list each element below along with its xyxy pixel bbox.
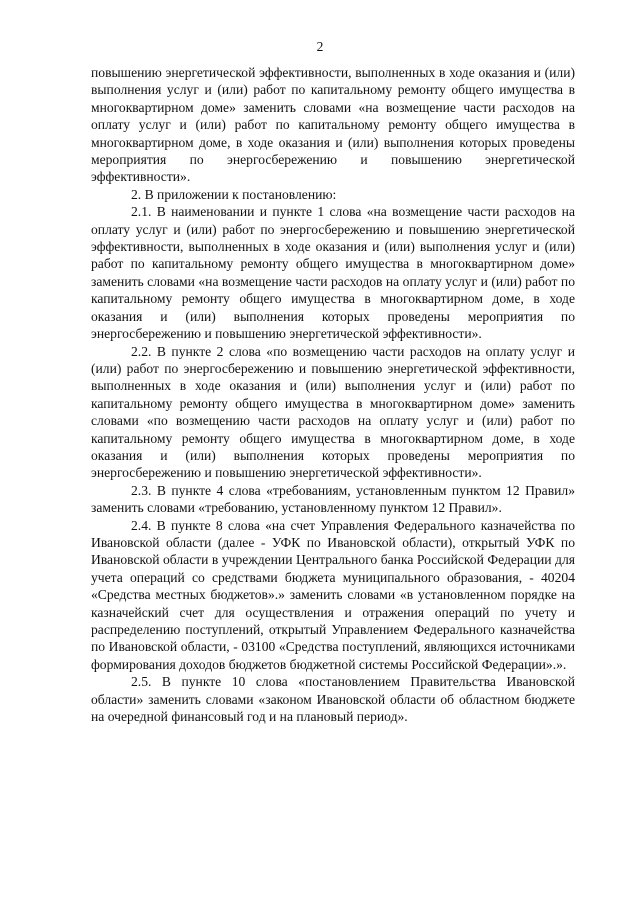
paragraph-continuation: повышению энергетической эффективности, выполненных в ходе оказания и (или) выполнения услуг и (или) работ по капитальному ремонту общего имущества в многоквартирном доме» заменить словами «на возмещение части расходов на оплату услуг и (или) работ по капитальному ремонту общего имущества в многоквартирном доме, в ходе оказания и (или) выполнения которых проведены мероприятия по энергосбережению и повышению энергетической эффективности». bbox=[91, 65, 575, 185]
page-number: 2 bbox=[316, 39, 324, 54]
paragraph-item-2: 2. В приложении к постановлению: bbox=[131, 186, 337, 202]
paragraph-item-2-1: 2.1. В наименовании и пункте 1 слова «на возмещение части расходов на оплату услуг и (или) работ по энергосбережению и повышению энергетической эффективности, выполненных в ходе оказания и (или) выполнения услуг и (или) работ по капитальному ремонту общего имущества в многоквартирном доме» заменить словами «на возмещение части расходов на оплату услуг и (или) работ по капитальному ремонту общего имущества в многоквартирном доме, в ходе оказания и (или) выполнения которых проведены мероприятия по энергосбережению и повышению энергетической эффективности». bbox=[91, 204, 575, 342]
paragraph-item-2-4: 2.4. В пункте 8 слова «на счет Управления Федерального казначейства по Ивановской области (далее - УФК по Ивановской области), открытый УФК по Ивановской области в учреждении Центрального банка Российской Федерации для учета операций со средствами бюджета муниципального образования, - 40204 «Средства местных бюджетов».» заменить словами «в установленном порядке на казначейский счет для осуществления и отражения операций по учету и распределению поступлений, открытый Управлением Федерального казначейства по Ивановской области, - 03100 «Средства поступлений, являющихся источниками формирования доходов бюджетов бюджетной системы Российской Федерации».». bbox=[91, 517, 575, 672]
document-body bbox=[91, 64, 575, 725]
paragraph-item-2-5: 2.5. В пункте 10 слова «постановлением Правительства Ивановской области» заменить словами «законом Ивановской области об областном бюджете на очередной финансовый год и на плановый период». bbox=[91, 674, 575, 725]
paragraph-item-2-3: 2.3. В пункте 4 слова «требованиям, установленным пунктом 12 Правил» заменить словами «требованию, установленному пунктом 12 Правил». bbox=[91, 482, 575, 516]
paragraph-item-2-2: 2.2. В пункте 2 слова «по возмещению части расходов на оплату услуг и (или) работ по энергосбережению и повышению энергетической эффективности, выполненных в ходе оказания и (или) выполнения услуг и (или) работ по капитальному ремонту общего имущества в многоквартирном доме» заменить словами «по возмещению части расходов на оплату услуг и (или) работ по капитальному ремонту общего имущества в многоквартирном доме, в ходе оказания и (или) выполнения которых проведены мероприятия по энергосбережению и повышению энергетической эффективности». bbox=[91, 343, 575, 481]
